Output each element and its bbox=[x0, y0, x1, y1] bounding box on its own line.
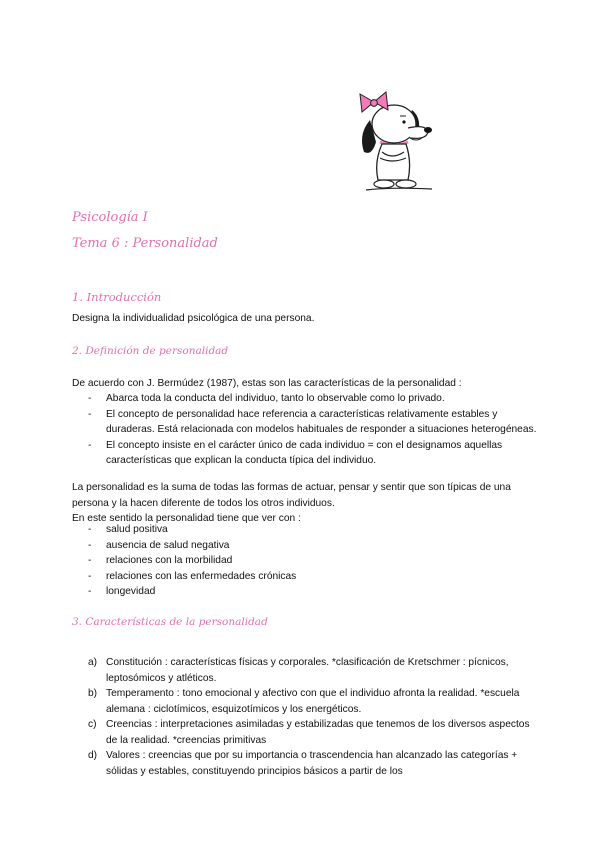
list-dash: - bbox=[88, 539, 92, 551]
list-dash: - bbox=[88, 439, 92, 451]
list-item-text: relaciones con las enfermedades crónicas bbox=[106, 570, 297, 582]
list-marker: d) bbox=[88, 750, 98, 761]
list-item-text: El concepto insiste en el carácter único de cada individuo = con el designamos aquellas características que explican la conducta típica del individuo. bbox=[106, 439, 503, 466]
list-item bbox=[72, 655, 542, 686]
list-item bbox=[72, 748, 542, 779]
list-item-text: Creencias : interpretaciones asimiladas y estabilizadas que tenemos de los diversos aspectos de la realidad. *creencias primitivas bbox=[106, 719, 530, 746]
list-item-text: El concepto de personalidad hace referencia a características relativamente estables y duraderas. Está relacionada con modelos habituales de responder a situaciones heterogéneas. bbox=[106, 408, 537, 435]
document-subject-title: Psicología I bbox=[72, 210, 148, 225]
list-item-text: Temperamento : tono emocional y afectivo con que el individuo afronta la realidad. *escuela alemana : ciclotímicos, esquizotímicos y los energéticos. bbox=[106, 688, 520, 715]
list-item bbox=[72, 717, 542, 748]
list-item-text: Valores : creencias que por su importancia o trascendencia han alcanzado las categorías + sólidas y estables, constituyendo principios básicos a partir de los bbox=[106, 750, 518, 777]
list-item-text: Abarca toda la conducta del individuo, tanto lo observable como lo privado. bbox=[106, 393, 445, 404]
document-topic-title: Tema 6 : Personalidad bbox=[72, 236, 218, 251]
cartoon-dog-illustration bbox=[352, 90, 436, 198]
definition-text: La personalidad es la suma de todas las formas de actuar, pensar y sentir que son típicas de una persona y la hacen diferente de todos los otros individuos. bbox=[72, 482, 511, 509]
list-item-text: Constitución : características físicas y corporales. *clasificación de Kretschmer : pícnicos, leptosómicos y atléticos. bbox=[106, 657, 509, 684]
list-marker: c) bbox=[88, 719, 97, 730]
relation-intro: En este sentido la personalidad tiene que ver con : bbox=[72, 513, 301, 524]
characteristics-list bbox=[72, 391, 542, 469]
list-item bbox=[72, 407, 542, 438]
section-2-intro: De acuerdo con J. Bermúdez (1987), estas son las características de la personalidad : bbox=[72, 378, 462, 389]
list-marker: a) bbox=[88, 657, 98, 668]
list-item bbox=[72, 584, 296, 600]
list-item bbox=[72, 569, 296, 585]
definition-paragraph bbox=[72, 480, 542, 527]
list-item-text: ausencia de salud negativa bbox=[106, 539, 230, 551]
list-item-text: relaciones con la morbilidad bbox=[106, 555, 233, 566]
list-dash: - bbox=[88, 555, 92, 566]
list-marker: b) bbox=[88, 688, 98, 699]
list-item bbox=[72, 538, 296, 554]
section-2-heading: 2. Definición de personalidad bbox=[72, 345, 229, 357]
relation-list bbox=[72, 522, 296, 600]
list-dash: - bbox=[88, 393, 92, 404]
list-item-text: salud positiva bbox=[106, 524, 168, 535]
list-dash: - bbox=[88, 408, 92, 420]
list-item bbox=[72, 522, 296, 538]
list-item bbox=[72, 438, 542, 469]
personality-traits-list bbox=[72, 655, 542, 779]
list-dash: - bbox=[88, 524, 92, 535]
section-3-heading: 3. Características de la personalidad bbox=[72, 616, 268, 628]
list-dash: - bbox=[88, 570, 92, 582]
section-1-text: Designa la individualidad psicológica de una persona. bbox=[72, 313, 315, 324]
list-item bbox=[72, 391, 542, 407]
list-dash: - bbox=[88, 586, 92, 597]
list-item bbox=[72, 686, 542, 717]
list-item bbox=[72, 553, 296, 569]
list-item-text: longevidad bbox=[106, 586, 156, 597]
section-1-heading: 1. Introducción bbox=[72, 290, 162, 304]
